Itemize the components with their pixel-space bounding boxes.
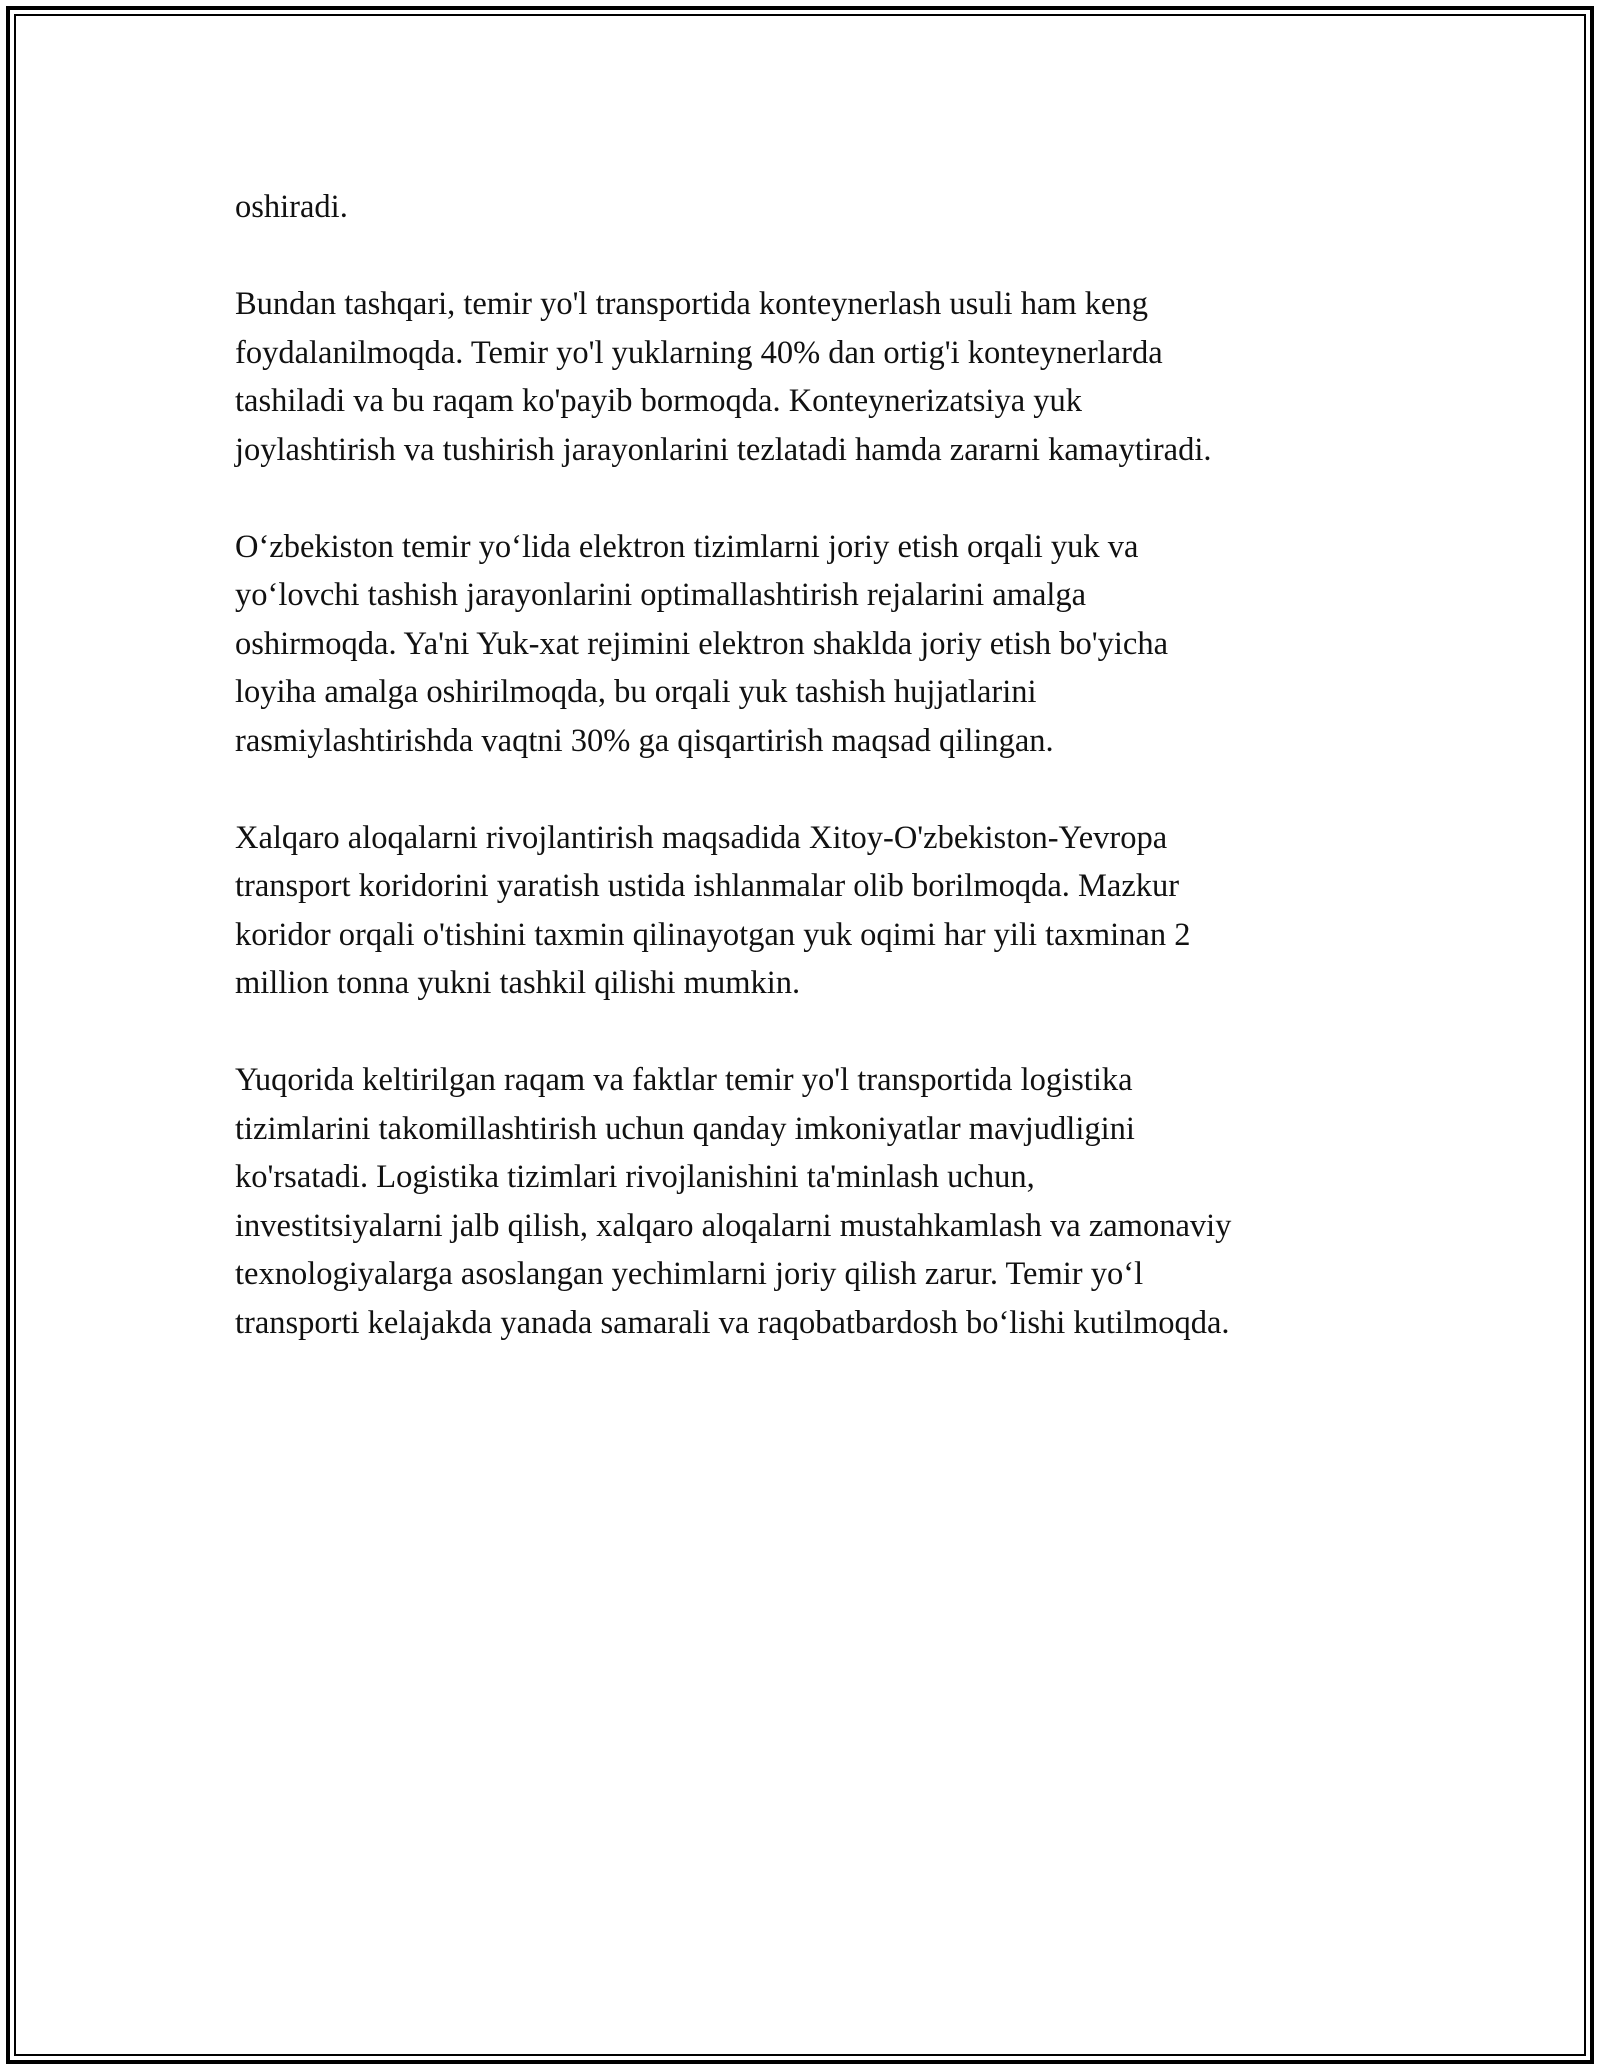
line: ko'rsatadi. Logistika tizimlari rivojlanishini ta'minlash uchun, bbox=[235, 1159, 1035, 1195]
line: koridor orqali o'tishini taxmin qilinayotgan yuk oqimi har yili taxminan 2 bbox=[235, 916, 1191, 953]
line: O‘zbekiston temir yo‘lida elektron tizimlarni joriy etish orqali yuk va bbox=[235, 528, 1139, 565]
line: Yuqorida keltirilgan raqam va faktlar temir yo'l transportida logistika bbox=[235, 1062, 1133, 1098]
line: Xalqaro aloqalarni rivojlantirish maqsadida Xitoy-O'zbekiston-Yevropa bbox=[235, 819, 1168, 856]
document-body bbox=[235, 183, 1385, 1396]
line: texnologiyalarga asoslangan yechimlarni joriy qilish zarur. Temir yo‘l bbox=[235, 1256, 1144, 1292]
paragraph-5 bbox=[235, 1056, 1385, 1347]
line: Bundan tashqari, temir yo'l transportida konteynerlash usuli ham keng bbox=[235, 286, 1148, 322]
line: investitsiyalarni jalb qilish, xalqaro aloqalarni mustahkamlash va zamonaviy bbox=[235, 1207, 1232, 1244]
line: joylashtirish va tushirish jarayonlarini tezlatadi hamda zararni kamaytiradi. bbox=[235, 431, 1212, 468]
line: transporti kelajakda yanada samarali va raqobatbardosh bo‘lishi kutilmoqda. bbox=[235, 1304, 1230, 1341]
line: million tonna yukni tashkil qilishi mumkin. bbox=[235, 965, 801, 1001]
paragraph-3 bbox=[235, 523, 1385, 766]
paragraph-4 bbox=[235, 814, 1385, 1008]
line: foydalanilmoqda. Temir yo'l yuklarning 40% dan ortig'i konteynerlarda bbox=[235, 334, 1163, 371]
line: oshiradi. bbox=[235, 189, 348, 225]
line: tizimlarini takomillashtirish uchun qanday imkoniyatlar mavjudligini bbox=[235, 1110, 1135, 1147]
paragraph-1 bbox=[235, 183, 1385, 232]
line: yo‘lovchi tashish jarayonlarini optimallashtirish rejalarini amalga bbox=[235, 577, 1087, 613]
line: transport koridorini yaratish ustida ishlanmalar olib borilmoqda. Mazkur bbox=[235, 868, 1180, 904]
line: oshirmoqda. Ya'ni Yuk-xat rejimini elektron shaklda joriy etish bo'yicha bbox=[235, 625, 1168, 662]
line: loyiha amalga oshirilmoqda, bu orqali yuk tashish hujjatlarini bbox=[235, 674, 1037, 710]
paragraph-2 bbox=[235, 280, 1385, 474]
line: tashiladi va bu raqam ko'payib bormoqda. Konteynerizatsiya yuk bbox=[235, 383, 1083, 419]
line: rasmiylashtirishda vaqtni 30% ga qisqartirish maqsad qilingan. bbox=[235, 722, 1054, 759]
